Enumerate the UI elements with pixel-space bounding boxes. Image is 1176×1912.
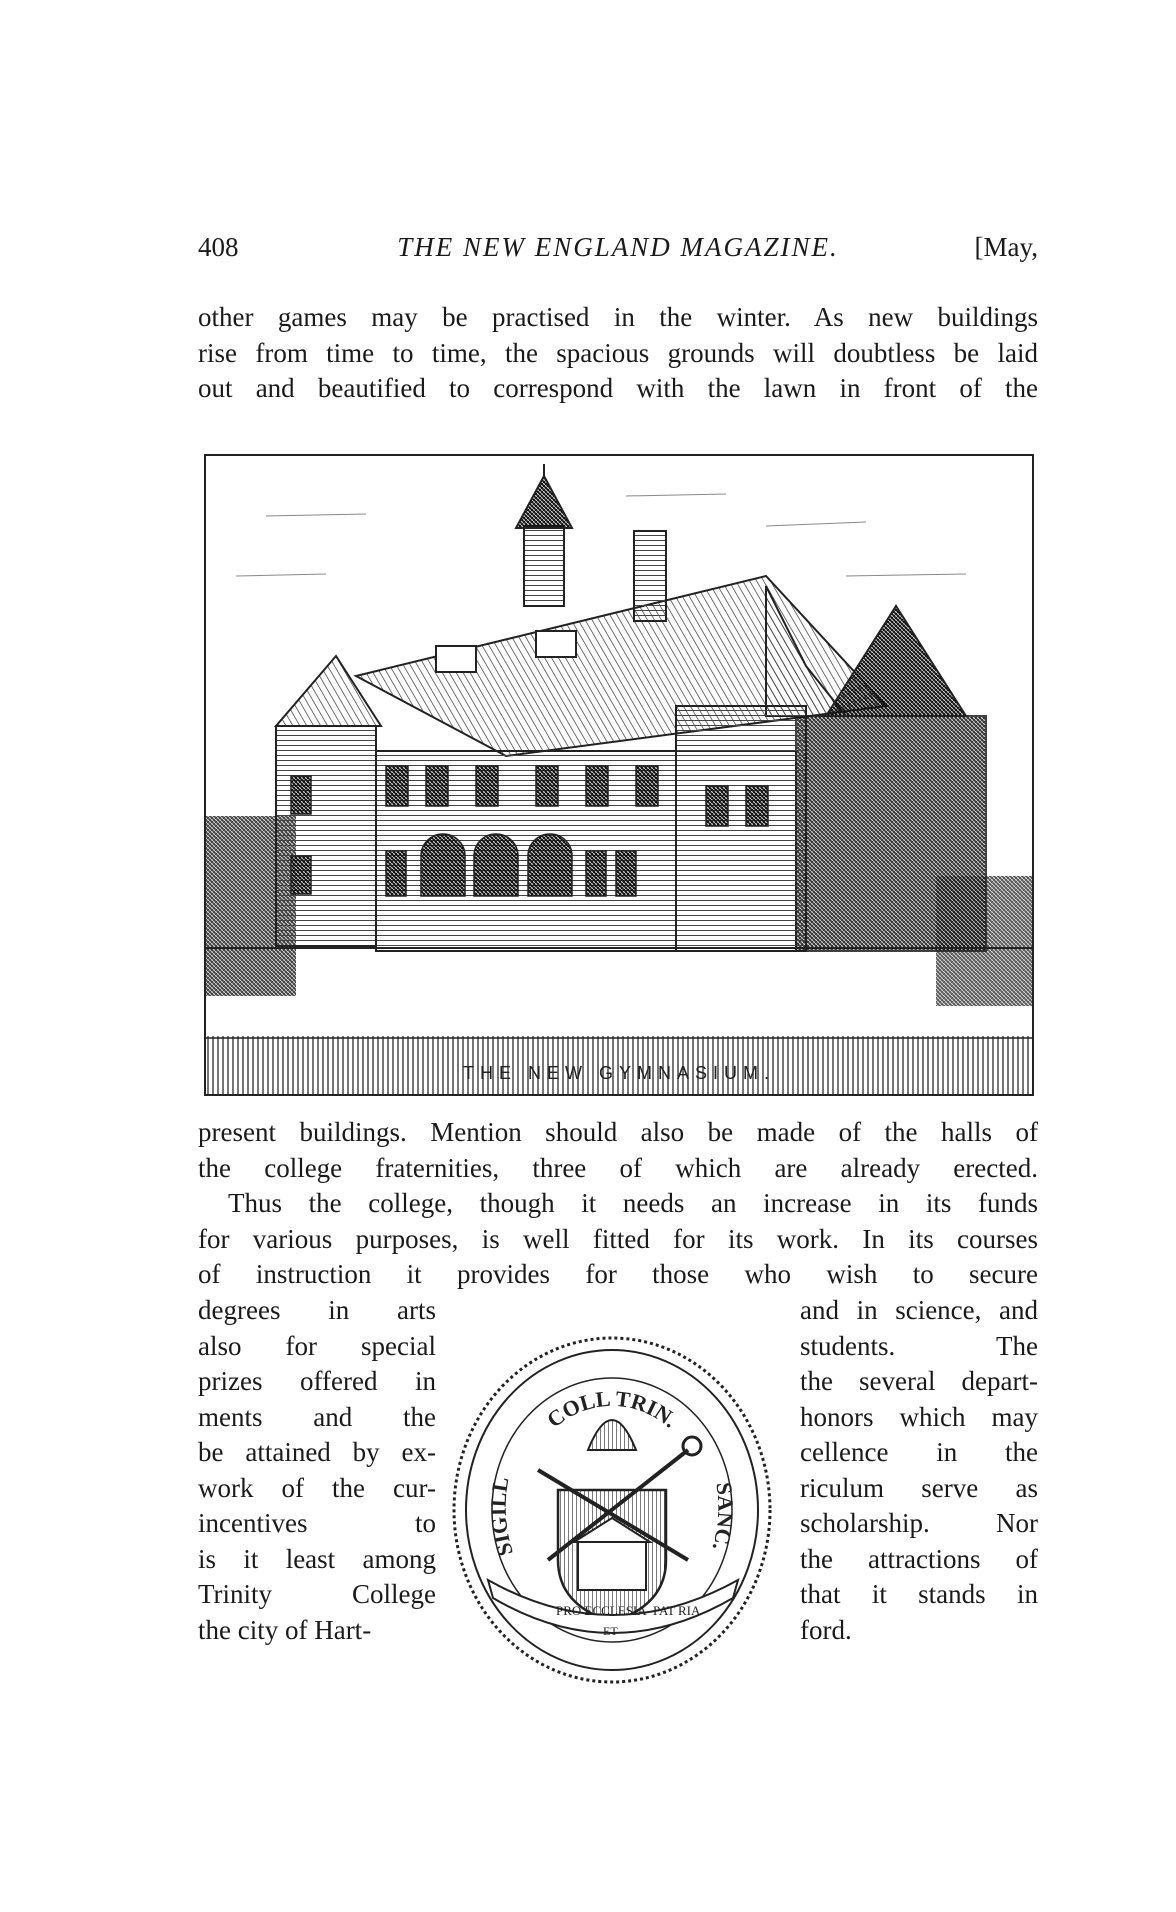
text-line: is it least among (198, 1543, 436, 1574)
text-line: prizes offered in (198, 1366, 436, 1396)
text-line: other games may be practised in the winter. As new buildings (198, 302, 1038, 332)
text-line: the city of Hart- (198, 1614, 372, 1645)
ribbon-bottom-text: ET (603, 1624, 618, 1638)
seal-left-text: SIGILL (485, 1475, 518, 1559)
text-line: the college fraternities, three of which are already erected. (198, 1152, 1038, 1183)
seal-top-text: COLL TRIN. (542, 1385, 683, 1433)
gymnasium-illustration (204, 454, 1034, 1096)
text-line: degrees in arts (198, 1295, 436, 1325)
top-paragraph (198, 300, 1038, 407)
text-line: out and beautified to correspond with the lawn in front of the (198, 373, 1038, 403)
text-line: work of the cur- (198, 1472, 436, 1503)
running-header (198, 232, 1038, 272)
text-line: of instruction it provides for those who wish to secure (198, 1259, 1038, 1289)
ribbon-right-text: PAT RIA (653, 1603, 701, 1618)
text-line: ments and the (198, 1401, 436, 1432)
issue-month: [May, (974, 232, 1038, 262)
text-line: for various purposes, is well fitted for its work. In its courses (198, 1223, 1038, 1254)
text-line: Trinity College (198, 1579, 436, 1609)
text-line: ford. (800, 1614, 852, 1645)
text-line: cellence in the (800, 1437, 1038, 1467)
mitre-icon (588, 1420, 636, 1450)
seal-right-text: SANC. (707, 1480, 739, 1554)
text-line: be attained by ex- (198, 1437, 436, 1467)
text-line: incentives to (198, 1508, 436, 1538)
left-text-column (198, 1293, 436, 1648)
text-line: students. The (800, 1330, 1038, 1361)
text-line: present buildings. Mention should also be made of the halls of (198, 1117, 1038, 1147)
text-line: the several depart- (800, 1366, 1038, 1396)
page-number: 408 (198, 232, 239, 262)
text-line: riculum serve as (800, 1472, 1038, 1503)
text-line: Thus the college, though it needs an increase in its funds (228, 1188, 1038, 1218)
ribbon-left-text: PRO ECCLESIA (556, 1603, 647, 1618)
middle-paragraph (198, 1115, 1038, 1293)
text-line: also for special (198, 1330, 436, 1361)
text-line: scholarship. Nor (800, 1508, 1038, 1538)
illustration-caption: THE NEW GYMNASIUM. (462, 1063, 775, 1083)
text-line: and in science, and (800, 1295, 1038, 1325)
magazine-title: THE NEW ENGLAND MAGAZINE. (397, 232, 839, 262)
text-line: that it stands in (800, 1579, 1038, 1609)
right-text-column (800, 1293, 1038, 1648)
college-seal (448, 1330, 776, 1690)
text-line: honors which may (800, 1401, 1038, 1432)
building-engraving (206, 456, 1032, 1094)
text-line: rise from time to time, the spacious grounds will doubtless be laid (198, 337, 1038, 368)
text-line: the attractions of (800, 1543, 1038, 1574)
